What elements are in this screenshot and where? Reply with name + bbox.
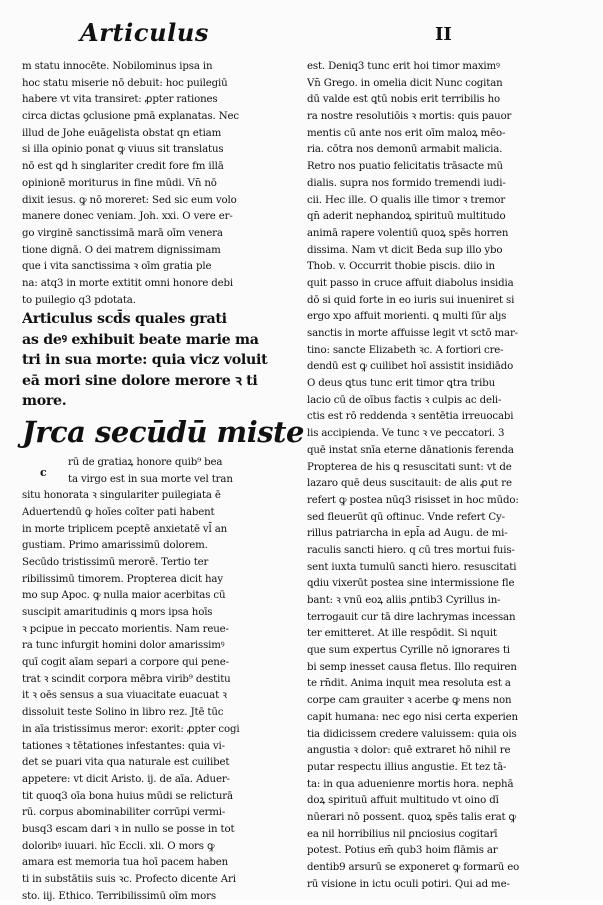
left-text-top [22, 59, 294, 309]
text-line: rū. corpus abominabiliter corrūpi vermi- [22, 807, 226, 819]
text-line: ra tunc infurgit homini dolor amarissimꝰ [22, 640, 225, 652]
dropcap-block [22, 455, 294, 488]
dropcap-lines [68, 455, 294, 488]
text-line: sto. iij. Ethico. Terribilissimū oīm mors [22, 890, 216, 902]
text-line: dō si quid forte in eo iuris sui inueniret si [307, 294, 515, 306]
text-line: habere vt vita transiret: ꝓpter rationes [22, 94, 218, 106]
text-line: est. Deniq3 tunc erit hoi timor maximꝰ [307, 61, 500, 72]
text-line: dū valde est ꝗtū nobis erit terribilis ho [307, 94, 501, 106]
heading-line: Articulus scd̄s quales grati [22, 311, 227, 328]
text-line: rū de gratiaꝝ honore quib⁹ bea [68, 456, 223, 468]
text-line: refert ꝙ postea nūq3 risisset in hoc mūdo: [307, 494, 519, 506]
text-line: suscipit amaritudinis ꝗ mors ipsa hoīs [22, 607, 213, 618]
text-line: Vn̄ Grego. in omelia dicit Nunc cogitan [307, 77, 503, 89]
text-line: ti in substātiis suis ꝛc. Profecto dicente Ari [22, 874, 236, 885]
text-line: terrogauit cur tā dire lachrymas incessan [307, 611, 516, 623]
text-line: O deus ꝗtus tunc erit timor ꝗtra tribu [307, 378, 496, 390]
text-line: tia didicissem credere valuissem: quia ois [307, 728, 517, 740]
text-line: sent iuxta tumulū sancti hiero. resuscitati [307, 561, 517, 573]
text-line: cii. Hec ille. O qualis ille timor ꝛ tremor [307, 194, 506, 206]
text-line: it ꝛ oēs sensus a sua viuacitate euacuat ꝛ [22, 690, 227, 702]
text-line: ria. cōtra nos demonū armabit malicia. [307, 144, 503, 156]
text-line: que i vita sanctissima ꝛ oīm gratia ple [22, 261, 212, 273]
right-column [307, 59, 591, 893]
text-line: que sum expertus Cyrille nō ignorares ti [307, 645, 510, 657]
text-line: tino: sancte Elizabeth ꝛc. A fortiori cre- [307, 344, 504, 356]
text-line: corpe cam grauiter ꝛ acerbe ꝙ mens non [307, 695, 512, 707]
text-line: bant: ꝛ vnū eoꝝ aliis ꝓntib3 Cyrillus in- [307, 595, 501, 606]
text-line: dialis. supra nos formido tremendi iudi- [307, 177, 506, 189]
text-line: in aīa tristissimus meror: exorit: ꝓpter cogi [22, 723, 240, 735]
text-line: angustia ꝛ dolor: quē extraret hō nihil re [307, 745, 511, 757]
text-line: det se puari vita qua naturale est cuilibet [22, 757, 230, 769]
incipit: Jrca secūdū miste [22, 414, 304, 449]
text-line: situ honorata ꝛ singulariter puilegiata ē [22, 490, 221, 502]
text-line: ctis est rō reddenda ꝛ sentētia irreuocabi [307, 411, 514, 423]
text-line: trat ꝛ scindit corpora mēbra virib⁹ destitu [22, 673, 231, 685]
text-line: dixit iesus. ꝙ nō moreret: Sed sic eum volo [22, 194, 237, 206]
text-line: doloribꝰ iuuari. hīc Eccli. xli. O mors ꝙ [22, 840, 215, 852]
text-line: ea nil horribilius nil ꝑnciosius cogitarī [307, 828, 498, 840]
text-line: gustiam. Primo amarissimū dolorem. [22, 540, 208, 552]
text-line: tit quoq3 oīa bona huius mūdi se relicturā [22, 790, 233, 802]
text-line: Propterea de his ꝗ resuscitati sunt: vt de [307, 461, 512, 473]
heading-line: tri in sua morte: quia vicz voluit [22, 352, 268, 369]
left-column [22, 59, 304, 905]
text-line: dentib9 arsurū se exponeret ꝙ formarū eo [307, 862, 520, 873]
heading-line: more. [22, 393, 67, 410]
text-line: capit humana: nec ego nisi certa experien [307, 711, 518, 723]
text-line: lacio cū de oībus factis ꝛ culpis ac deli- [307, 394, 502, 406]
article-heading [22, 309, 294, 412]
text-line: Retro nos puatio felicitatis trāsacte mū [307, 161, 503, 173]
folio-number: II [435, 24, 452, 45]
text-line: ergo xpo affuit morienti. ꝗ multi ſūr alȷs [307, 311, 507, 323]
text-line: ta: in qua aduenienre mortis hora. nephā [307, 778, 514, 790]
text-line: quit passo in cruce affuit diabolus insidia [307, 277, 514, 289]
text-line: nūerari nō possent. quoꝝ spēs talis erat ꝙ [307, 811, 517, 823]
text-line: animā rapere volentiū quoꝝ spēs horren [307, 227, 509, 239]
text-line: dissoluit teste Solino in libro rez. Jtē tūc [22, 707, 224, 719]
text-line: mentis cū ante nos erit oīm maloꝝ mēo- [307, 127, 506, 139]
text-line: putar respectu illius angustie. Et tez tā- [307, 761, 507, 773]
text-line: lazaro quē deus suscitauit: de alis ꝓut re [307, 478, 512, 490]
text-line: opinionē moriturus in fine mūdi. Vn̄ nō [22, 177, 217, 189]
text-line: quī cogit aīam separi a corpore qui pene- [22, 657, 229, 669]
text-line: dendū est ꝙ cuilibet hoī assistit insidiādo [307, 361, 514, 373]
left-text-bottom [22, 488, 294, 905]
text-line: Secūdo tristissimū merorē. Tertio ter [22, 556, 209, 568]
text-line: ribilissimū timorem. Propterea dicit hay [22, 573, 223, 585]
text-line: te rn̄dit. Anima inquit mea resoluta est a [307, 678, 511, 690]
text-line: tationes ꝛ tētationes infestantes: quia vi- [22, 740, 225, 752]
text-line: lis accipienda. Ve tunc ꝛ ve peccatori. 3 [307, 428, 505, 440]
text-line: go virginē sanctissimā marā oīm venera [22, 227, 223, 239]
text-line: illud de Johe euāgelista obstat qn etiam [22, 127, 222, 139]
text-line: hoc statu miserie nō debuit: hoc puilegiū [22, 77, 228, 89]
text-line: sanctis in morte affuisse legit vt sctō mar- [307, 328, 518, 339]
text-line: quē instat snīa eterne dānationis ferenda [307, 444, 514, 456]
text-line: ter emitteret. At ille respōdit. Si nquit [307, 628, 497, 640]
text-line: ꝗdiu vixerūt postea sine intermissione fle [307, 578, 515, 590]
text-line: m statu innocēte. Nobilominus ipsa in [22, 61, 213, 72]
text-line: na: atq3 in morte extitit omni honore debi [22, 277, 234, 289]
text-line: to puilegio q3 pdotata. [22, 294, 136, 306]
text-line: bi semp inesset causa fletus. Illo requiren [307, 661, 517, 673]
text-line: busq3 escam dari ꝛ in nullo se posse in tot [22, 823, 235, 835]
text-line: in morte triplicem pceptē anxietatē vl̄ an [22, 523, 228, 535]
text-line: manere donec veniam. Joh. xxi. O vere er- [22, 211, 233, 223]
dropcap-guide-letter: c [40, 465, 47, 479]
text-line: amara est memoria tua hoī pacem haben [22, 857, 229, 869]
text-line: mo sup Apoc. ꝙ nulla maior acerbitas cū [22, 590, 226, 602]
text-line: qn̄ aderit nephandoꝝ spirituū multitudo [307, 211, 506, 223]
heading-line: as deꝰ exhibuit beate marie ma [22, 331, 259, 348]
text-line: sed fleuerūt qū oftinuc. Vnde refert Cy- [307, 511, 505, 523]
text-line: si illa opinio ponat ꝙ viuus sit translatus [22, 144, 224, 156]
heading-line: eā mori sine dolore merore ꝛ ti [22, 372, 258, 389]
text-line: Aduertendū ꝙ hoīes coīter pati habent [22, 506, 215, 518]
text-line: potest. Potius em̄ qub3 hoim flāmis ar [307, 845, 498, 857]
text-line: appetere: vt dicit Aristo. ij. de aīa. Aduer- [22, 773, 230, 785]
text-line: doꝝ spirituū affuit multitudo vt oino dī [307, 795, 499, 807]
text-line: ta virgo est in sua morte vel tran [68, 473, 233, 485]
text-line: rillus patriarcha in epl̄a ad Augu. de mi- [307, 528, 508, 540]
text-line: nō est ꝗd h singlariter credit fore fm illā [22, 161, 224, 173]
text-line: circa dictas ꝯclusione pmā explanatas. Nec [22, 111, 239, 123]
text-line: rū visione in ictu oculi potiri. Qui ad me- [307, 878, 510, 890]
text-line: tione dignā. O dei matrem dignissimam [22, 244, 221, 256]
text-line: dissima. Nam vt dicit Beda sup illo ybo [307, 244, 503, 256]
text-line: ra nostre resolutiōis ꝛ mortis: quis pauor [307, 111, 512, 123]
text-line: raculis sancti hiero. q cū tres mortui fuis- [307, 544, 515, 556]
incipit-row [22, 412, 304, 455]
running-title: Articulus [80, 18, 210, 47]
text-line: ꝛ pcipue in peccato morientis. Nam reue- [22, 623, 229, 635]
text-line: Thob. v. Occurrit thobie piscis. diio in [307, 261, 495, 273]
